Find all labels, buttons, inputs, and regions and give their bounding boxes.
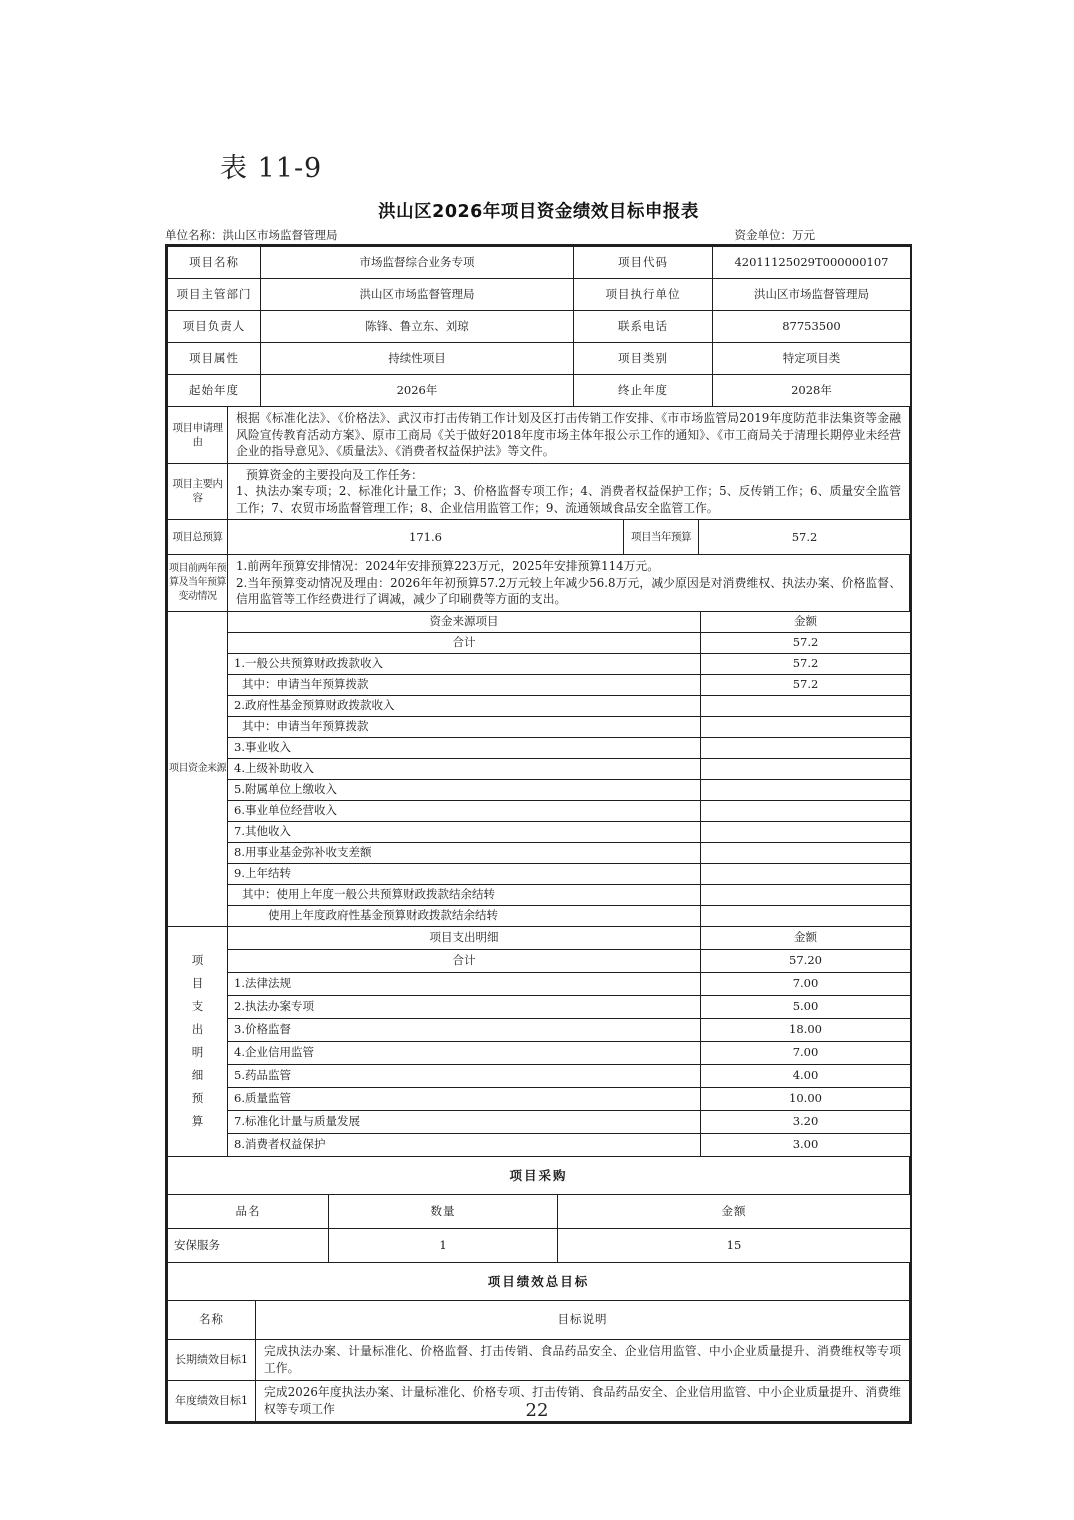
table-row bbox=[168, 842, 911, 863]
expense-item-amount: 7.00 bbox=[701, 972, 911, 995]
declaration-form-table bbox=[165, 244, 912, 1424]
info-value: 特定项目类 bbox=[713, 343, 911, 375]
table-row bbox=[168, 737, 911, 758]
expense-header-item: 项目支出明细 bbox=[228, 926, 701, 949]
table-row bbox=[168, 949, 911, 972]
expense-header-amount: 金额 bbox=[701, 926, 911, 949]
table-row bbox=[168, 1228, 911, 1262]
procurement-item-qty: 1 bbox=[329, 1228, 558, 1262]
table-row bbox=[168, 632, 911, 653]
unit-name: 单位名称：洪山区市场监督管理局 bbox=[165, 228, 338, 242]
info-value: 87753500 bbox=[713, 311, 911, 343]
funding-item-label: 3.事业收入 bbox=[228, 737, 701, 758]
funding-item-label: 4.上级补助收入 bbox=[228, 758, 701, 779]
total-budget-label: 项目总预算 bbox=[168, 520, 228, 555]
info-label: 起始年度 bbox=[168, 375, 261, 407]
funding-item-amount bbox=[701, 716, 911, 737]
expense-item-amount: 7.00 bbox=[701, 1041, 911, 1064]
document-content bbox=[165, 0, 912, 1424]
performance-col-desc: 目标说明 bbox=[256, 1300, 910, 1339]
meta-line bbox=[165, 228, 912, 242]
table-row bbox=[168, 653, 911, 674]
table-row bbox=[168, 1064, 911, 1087]
funding-section-label: 项目资金来源 bbox=[168, 611, 228, 926]
main-content-line1: 预算资金的主要投向及工作任务： bbox=[246, 467, 423, 482]
procurement-col-amount: 金额 bbox=[558, 1194, 911, 1228]
funding-item-amount bbox=[701, 695, 911, 716]
prior-budget-text bbox=[228, 555, 910, 612]
table-row bbox=[168, 1041, 911, 1064]
prior-budget-table bbox=[167, 554, 910, 612]
expense-item-amount: 5.00 bbox=[701, 995, 911, 1018]
funding-item-label: 7.其他收入 bbox=[228, 821, 701, 842]
expense-item-label: 7.标准化计量与质量发展 bbox=[228, 1110, 701, 1133]
info-value: 洪山区市场监督管理局 bbox=[261, 279, 574, 311]
expense-section-label bbox=[168, 926, 228, 1156]
expense-item-amount: 3.00 bbox=[701, 1133, 911, 1156]
info-label: 项目名称 bbox=[168, 247, 261, 279]
sheet-label: 表 11-9 bbox=[220, 153, 323, 184]
table-row bbox=[168, 972, 911, 995]
table-row bbox=[168, 1110, 911, 1133]
procurement-item-name: 安保服务 bbox=[168, 1228, 329, 1262]
info-value: 持续性项目 bbox=[261, 343, 574, 375]
info-label: 项目属性 bbox=[168, 343, 261, 375]
info-value: 42011125029T000000107 bbox=[713, 247, 911, 279]
table-row bbox=[168, 695, 911, 716]
info-label: 项目代码 bbox=[574, 247, 713, 279]
info-table bbox=[167, 246, 911, 407]
funding-item-label: 其中：使用上年度一般公共预算财政拨款结余结转 bbox=[228, 884, 701, 905]
funding-item-amount bbox=[701, 758, 911, 779]
funding-item-label: 其中：申请当年预算拨款 bbox=[228, 674, 701, 695]
procurement-header bbox=[167, 1156, 910, 1195]
info-value: 市场监督综合业务专项 bbox=[261, 247, 574, 279]
expense-item-label: 5.药品监管 bbox=[228, 1064, 701, 1087]
performance-col-name: 名称 bbox=[168, 1300, 256, 1339]
table-row bbox=[168, 1262, 910, 1300]
procurement-col-qty: 数量 bbox=[329, 1194, 558, 1228]
table-row bbox=[168, 343, 911, 375]
funding-table bbox=[167, 611, 911, 927]
performance-section-title: 项目绩效总目标 bbox=[168, 1262, 910, 1300]
prior-budget-label: 项目前两年预算及当年预算变动情况 bbox=[168, 555, 228, 612]
table-row bbox=[168, 1300, 910, 1339]
info-label: 项目主管部门 bbox=[168, 279, 261, 311]
reason-text: 根据《标准化法》、《价格法》、武汉市打击传销工作计划及区打击传销工作安排、《市市场监管局2019年度防范非法集资等金融风险宣传教育活动方案》、原市工商局《关于做好2018年度市场主体年报公示工作的通知》、《市工商局关于清理长期停业未经营企业的指导意见》、《质量法》、《消费者权益保护法》等文件。 bbox=[228, 407, 910, 464]
funding-item-amount bbox=[701, 842, 911, 863]
procurement-table bbox=[167, 1194, 911, 1263]
funding-item-amount bbox=[701, 905, 911, 926]
table-row bbox=[168, 375, 911, 407]
table-row bbox=[168, 520, 911, 555]
prior-budget-line2: 2.当年预算变动情况及理由：2026年年初预算57.2万元较上年减少56.8万元，减少原因是对消费维权、执法办案、价格监督、信用监管等工作经费进行了调减，减少了印刷费等方面的支出。 bbox=[236, 575, 901, 606]
funding-item-label: 使用上年度政府性基金预算财政拨款结余结转 bbox=[228, 905, 701, 926]
expense-item-label: 8.消费者权益保护 bbox=[228, 1133, 701, 1156]
procurement-section-title: 项目采购 bbox=[168, 1156, 910, 1194]
table-row bbox=[168, 905, 911, 926]
expense-item-label: 3.价格监督 bbox=[228, 1018, 701, 1041]
goal-desc: 完成执法办案、计量标准化、价格监督、打击传销、食品药品安全、企业信用监管、中小企业质量提升、消费维权等专项工作。 bbox=[256, 1339, 910, 1380]
funding-item-amount: 57.2 bbox=[701, 653, 911, 674]
expense-table bbox=[167, 926, 911, 1157]
funding-header-item: 资金来源项目 bbox=[228, 611, 701, 632]
main-content-line2: 1、执法办案专项；2、标准化计量工作；3、价格监督专项工作；4、消费者权益保护工作；5、反传销工作；6、质量安全监管工作；7、农贸市场监督管理工作；8、企业信用监管工作；9、流通领域食品安全监管工作。 bbox=[236, 484, 901, 515]
table-row bbox=[168, 407, 910, 464]
goal-name: 年度绩效目标1 bbox=[168, 1380, 256, 1421]
table-row bbox=[168, 821, 911, 842]
goal-name: 长期绩效目标1 bbox=[168, 1339, 256, 1380]
fund-unit: 资金单位：万元 bbox=[734, 228, 815, 242]
expense-item-label: 6.质量监管 bbox=[228, 1087, 701, 1110]
table-row bbox=[168, 716, 911, 737]
table-row bbox=[168, 1156, 910, 1194]
expense-item-amount: 3.20 bbox=[701, 1110, 911, 1133]
info-label: 终止年度 bbox=[574, 375, 713, 407]
funding-item-label: 5.附属单位上缴收入 bbox=[228, 779, 701, 800]
expense-item-amount: 18.00 bbox=[701, 1018, 911, 1041]
table-row bbox=[168, 926, 911, 949]
table-row bbox=[168, 247, 911, 279]
table-row bbox=[168, 995, 911, 1018]
table-row bbox=[168, 1133, 911, 1156]
funding-item-label: 8.用事业基金弥补收支差额 bbox=[228, 842, 701, 863]
funding-item-amount bbox=[701, 884, 911, 905]
total-budget-value: 171.6 bbox=[228, 520, 624, 555]
reason-label: 项目申请理由 bbox=[168, 407, 228, 464]
current-year-budget-label: 项目当年预算 bbox=[624, 520, 699, 555]
funding-item-label: 9.上年结转 bbox=[228, 863, 701, 884]
table-row bbox=[168, 1339, 910, 1380]
table-row bbox=[168, 863, 911, 884]
funding-item-amount bbox=[701, 779, 911, 800]
page-title: 洪山区2026年项目资金绩效目标申报表 bbox=[378, 202, 699, 222]
expense-section-label-text: 项目支出明细预算 bbox=[191, 953, 204, 1128]
funding-item-label: 其中：申请当年预算拨款 bbox=[228, 716, 701, 737]
info-value: 洪山区市场监督管理局 bbox=[713, 279, 911, 311]
info-label: 项目执行单位 bbox=[574, 279, 713, 311]
total-budget-table bbox=[167, 519, 911, 555]
procurement-col-name: 品名 bbox=[168, 1194, 329, 1228]
page-number: 22 bbox=[525, 1400, 549, 1421]
funding-item-amount bbox=[701, 800, 911, 821]
prior-budget-line1: 1.前两年预算安排情况：2024年安排预算223万元，2025年安排预算114万元。 bbox=[236, 559, 660, 573]
expense-total-amount: 57.20 bbox=[701, 949, 911, 972]
funding-item-label: 2.政府性基金预算财政拨款收入 bbox=[228, 695, 701, 716]
table-row bbox=[168, 758, 911, 779]
table-row bbox=[168, 1194, 911, 1228]
table-row bbox=[168, 611, 911, 632]
info-label: 联系电话 bbox=[574, 311, 713, 343]
procurement-item-amount: 15 bbox=[558, 1228, 911, 1262]
table-row bbox=[168, 674, 911, 695]
main-content-label: 项目主要内容 bbox=[168, 463, 228, 520]
info-value: 陈锋、鲁立东、刘琼 bbox=[261, 311, 574, 343]
goal-desc: 完成2026年度执法办案、计量标准化、价格专项、打击传销、食品药品安全、企业信用监管、中小企业质量提升、消费维权等专项工作 bbox=[256, 1380, 910, 1421]
current-year-budget-value: 57.2 bbox=[699, 520, 911, 555]
table-row bbox=[168, 279, 911, 311]
expense-item-label: 1.法律法规 bbox=[228, 972, 701, 995]
expense-total-label: 合计 bbox=[228, 949, 701, 972]
funding-item-amount: 57.2 bbox=[701, 674, 911, 695]
info-label: 项目负责人 bbox=[168, 311, 261, 343]
funding-item-amount bbox=[701, 737, 911, 758]
info-value: 2028年 bbox=[713, 375, 911, 407]
funding-total-label: 合计 bbox=[228, 632, 701, 653]
table-row bbox=[168, 463, 910, 520]
reason-table bbox=[167, 406, 910, 520]
performance-header bbox=[167, 1262, 910, 1301]
info-label: 项目类别 bbox=[574, 343, 713, 375]
info-value: 2026年 bbox=[261, 375, 574, 407]
main-content-text bbox=[228, 463, 910, 520]
expense-item-label: 2.执法办案专项 bbox=[228, 995, 701, 1018]
expense-item-amount: 4.00 bbox=[701, 1064, 911, 1087]
expense-item-amount: 10.00 bbox=[701, 1087, 911, 1110]
table-row bbox=[168, 800, 911, 821]
table-row bbox=[168, 1087, 911, 1110]
funding-total-amount: 57.2 bbox=[701, 632, 911, 653]
funding-item-label: 1.一般公共预算财政拨款收入 bbox=[228, 653, 701, 674]
table-row bbox=[168, 779, 911, 800]
table-row bbox=[168, 884, 911, 905]
funding-item-label: 6.事业单位经营收入 bbox=[228, 800, 701, 821]
expense-item-label: 4.企业信用监管 bbox=[228, 1041, 701, 1064]
funding-header-amount: 金额 bbox=[701, 611, 911, 632]
funding-item-amount bbox=[701, 863, 911, 884]
table-row bbox=[168, 1018, 911, 1041]
funding-item-amount bbox=[701, 821, 911, 842]
table-row bbox=[168, 311, 911, 343]
table-row bbox=[168, 555, 910, 612]
